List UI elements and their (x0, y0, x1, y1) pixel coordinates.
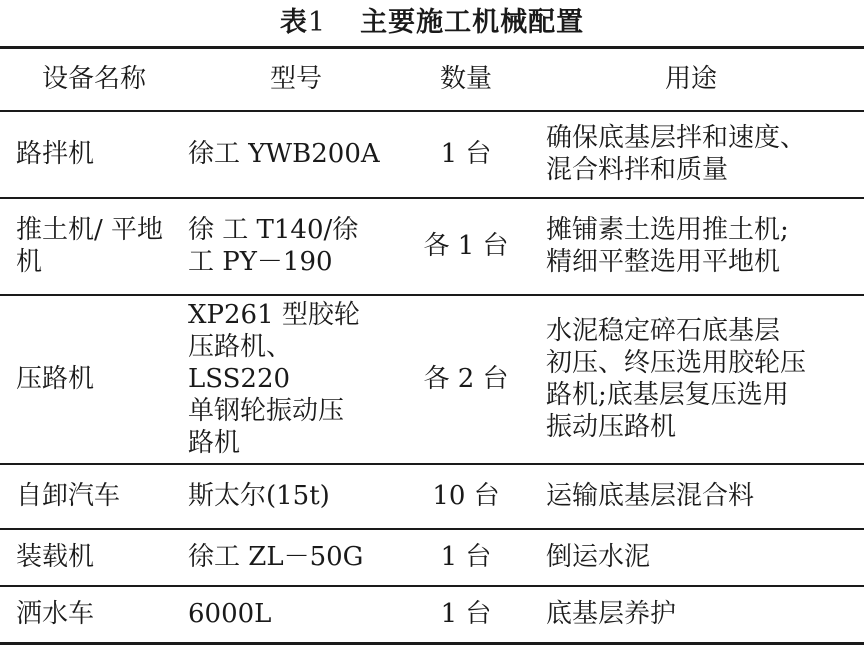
table-title-text: 主要施工机械配置 (360, 7, 585, 38)
equipment-name: 洒水车 (16, 599, 95, 629)
equipment-name-cell (16, 465, 166, 527)
table-row (0, 112, 864, 196)
model-cell (188, 199, 393, 293)
model-cell (188, 587, 393, 641)
header-model: 型号 (269, 64, 322, 94)
purpose-line: 水泥稳定碎石底基层 (546, 316, 781, 346)
header-quantity: 数量 (439, 64, 492, 94)
equipment-name-cell (16, 112, 166, 196)
table-header-row (0, 49, 864, 109)
quantity-cell: 1 台 (440, 599, 492, 629)
model-line: 工 PY－190 (188, 247, 333, 277)
purpose-cell (546, 465, 846, 527)
model-line: XP261 型胶轮 (188, 300, 360, 330)
header-purpose: 用途 (664, 64, 717, 94)
quantity-cell: 1 台 (440, 139, 492, 169)
model-line: 单钢轮振动压 (188, 396, 345, 426)
table-bottom-rule (0, 642, 864, 645)
header-equipment-name: 设备名称 (41, 64, 146, 94)
equipment-name-cell (16, 199, 166, 293)
model-line: 徐工 YWB200A (188, 139, 380, 169)
table-row (0, 296, 864, 462)
table-row (0, 199, 864, 293)
equipment-name-cell (16, 530, 166, 584)
table-title-prefix: 表 (279, 7, 308, 38)
table-title (0, 0, 864, 46)
model-cell (188, 530, 393, 584)
table-row (0, 465, 864, 527)
purpose-cell (546, 296, 846, 462)
purpose-line: 混合料拌和质量 (546, 155, 729, 185)
table-row (0, 587, 864, 641)
model-line: 压路机、LSS220 (188, 332, 293, 394)
quantity-cell: 各 1 台 (423, 231, 509, 261)
equipment-name-cell (16, 587, 166, 641)
model-cell (188, 296, 393, 462)
equipment-name: 路拌机 (16, 139, 95, 169)
model-cell (188, 112, 393, 196)
purpose-cell (546, 530, 846, 584)
equipment-name: 平地机 (16, 215, 164, 277)
model-line: 斯太尔(15t) (188, 481, 330, 511)
equipment-name: 自卸汽车 (16, 481, 121, 511)
purpose-line: 确保底基层拌和速度、 (546, 123, 807, 153)
purpose-line: 摊铺素土选用推土机; (546, 215, 789, 245)
purpose-cell (546, 112, 846, 196)
purpose-cell (546, 587, 846, 641)
table-title-number: 1 (307, 7, 327, 38)
purpose-line: 运输底基层混合料 (546, 481, 755, 511)
model-line: 徐工 ZL－50G (188, 542, 364, 572)
purpose-line: 振动压路机 (546, 412, 677, 442)
purpose-line: 底基层养护 (546, 599, 677, 629)
quantity-cell: 10 台 (432, 481, 500, 511)
purpose-line: 路机;底基层复压选用 (546, 380, 789, 410)
equipment-name: 压路机 (16, 364, 95, 394)
purpose-line: 精细平整选用平地机 (546, 247, 781, 277)
purpose-line: 初压、终压选用胶轮压 (546, 348, 807, 378)
quantity-cell: 各 2 台 (423, 364, 509, 394)
model-line: 路机 (188, 428, 241, 458)
model-line: 徐 工 T140/徐 (188, 215, 359, 245)
model-cell (188, 465, 393, 527)
equipment-name: 推土机/ (16, 215, 103, 245)
purpose-cell (546, 199, 846, 293)
purpose-line: 倒运水泥 (546, 542, 651, 572)
equipment-name-cell (16, 296, 166, 462)
table-row (0, 530, 864, 584)
model-line: 6000L (188, 599, 272, 629)
equipment-name: 装载机 (16, 542, 95, 572)
quantity-cell: 1 台 (440, 542, 492, 572)
